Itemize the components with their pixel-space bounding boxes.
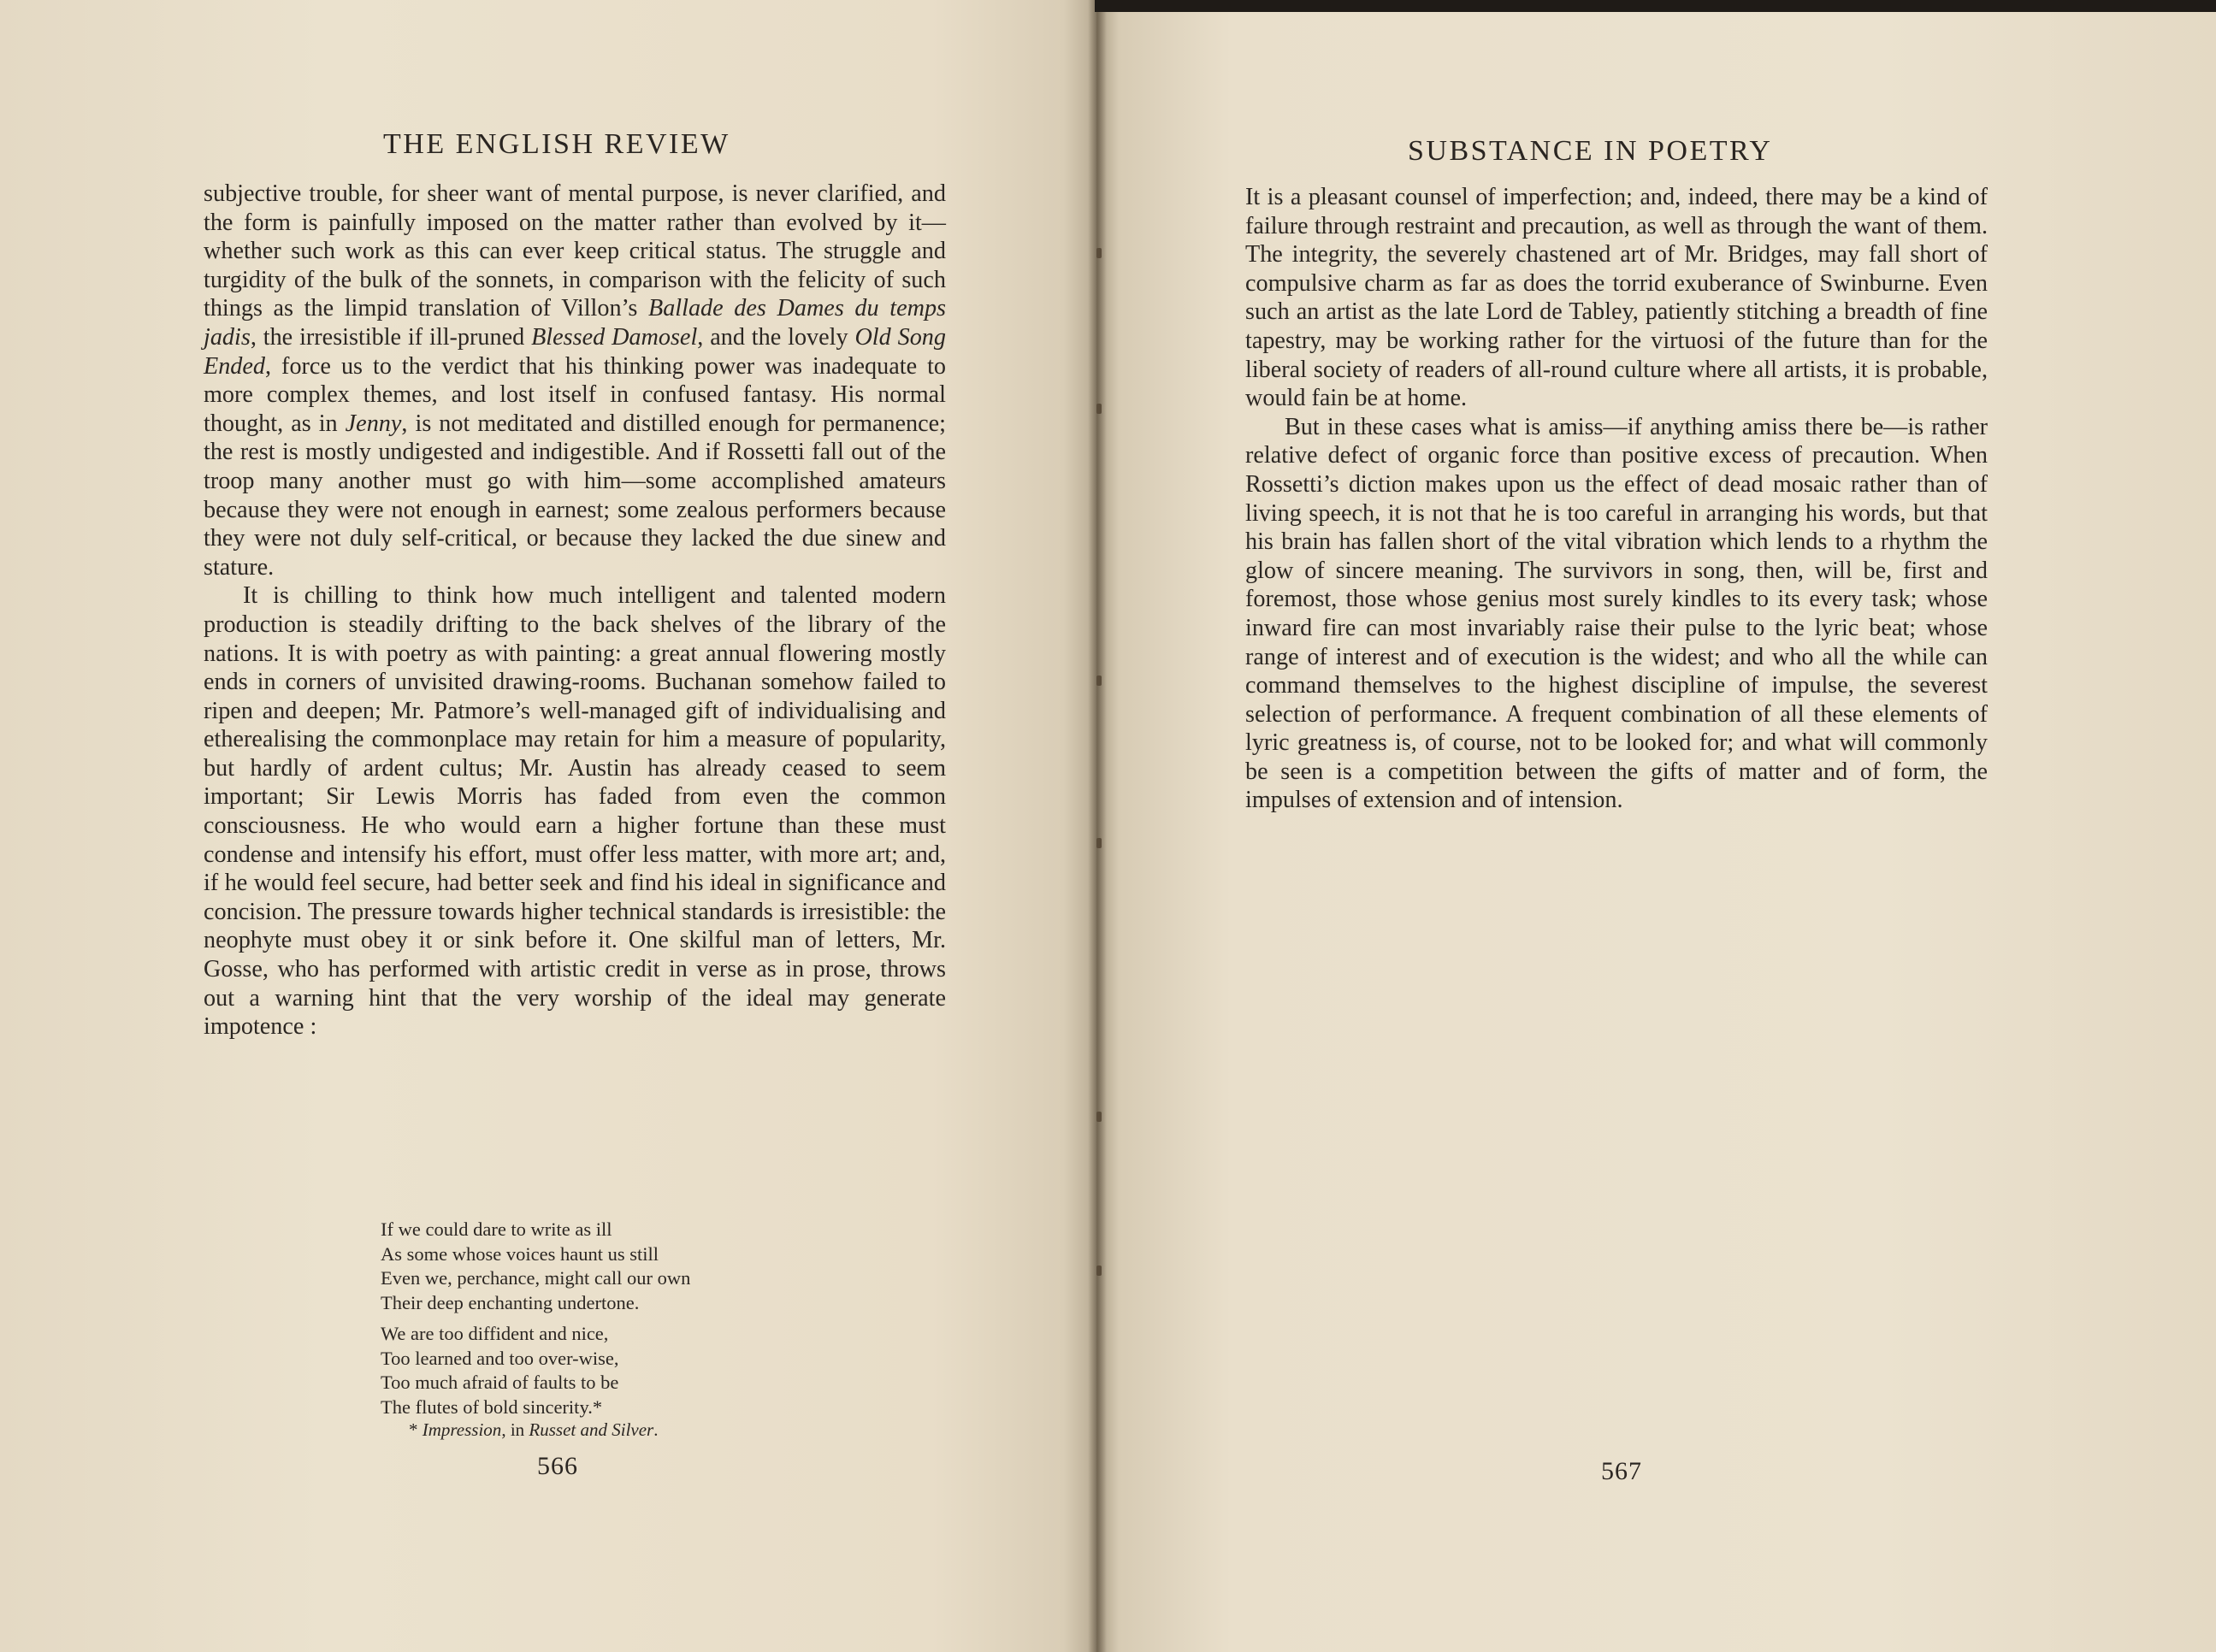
verse-line: We are too diffident and nice, [381,1323,609,1344]
binding-stitch [1096,676,1102,686]
footnote: * Impression, in Russet and Silver. [409,1419,659,1440]
binding-stitch [1096,248,1102,258]
binding-stitch [1096,404,1102,414]
verse-line: The flutes of bold sincerity.* [381,1395,603,1418]
left-running-head: THE ENGLISH REVIEW [383,128,730,160]
verse-stanza-1 [381,1218,690,1315]
verse-line: Even we, perchance, might call our own [381,1267,691,1289]
right-page [1096,0,2216,1652]
verse-line: Their deep enchanting undertone. [381,1291,640,1313]
verse-line: If we could dare to write as ill [381,1218,612,1240]
right-running-head: SUBSTANCE IN POETRY [1408,135,1773,167]
right-paragraph-1: It is a pleasant counsel of imperfection; and, indeed, there may be a kind of failure through restraint and precaution, as well as through the want of them. The integrity, the severely chastened art of Mr. Bridges, may fall short of compulsive charm as far as does the torrid exuberance of Swinburne. Even such an artist as the late Lord de Tabley, patiently stitching a breadth of fine tapestry, may be working rather for the virtuosi of the future than for the liberal society of readers of all-round culture where all artists, it is probable, would fain be at home. [1245,184,1988,412]
left-page-number: 566 [537,1452,578,1480]
binding-stitch [1096,1266,1102,1276]
left-paragraph-1: subjective trouble, for sheer want of mental purpose, is never clarified, and the form is painfully imposed on the matter rather than evolved by it—whether such work as this can ever keep critical status. The struggle and turgidity of the bulk of the sonnets, in comparison with the felicity of such things as the limpid translation of Villon’s Ballade des Dames du temps jadis, the irresistible if ill-pruned Blessed Damosel, and the lovely Old Song Ended, force us to the verdict that his thinking power was inadequate to more complex themes, and lost itself in confused fantasy. His normal thought, as in Jenny, is not meditated and distilled enough for permanence; the rest is mostly undigested and indigestible. And if Rossetti fall out of the troop many another must go with him—some accomplished amateurs because they were not enough in earnest; some zealous performers because they were not duly self-critical, or because they lacked the due sinew and stature. [204,180,947,581]
left-page [0,0,1096,1652]
verse-stanza-2 [381,1322,690,1419]
verse-line: Too learned and too over-wise, [381,1347,619,1369]
verse-quotation [381,1218,690,1426]
right-paragraph-2: But in these cases what is amiss—if anything amiss there be—is rather relative defect of organic force than positive excess of precaution. When Rossetti’s diction makes upon us the effect of dead mosaic rather than of living speech, it is not that he is too careful in arranging his words, but that his brain has fallen short of the vital vibration which lends to a rhythm the glow of sincere meaning. The survivors in song, then, will be, first and foremost, those whose genius most surely kindles to its every task; whose inward fire can most invariably raise their pulse to the lyric beat; whose range of interest and of execution is the widest; and who all the while can command themselves to the highest discipline of impulse, the severest selection of performance. A frequent combination of all these elements of lyric greatness is, of course, not to be looked for; and what will commonly be seen is a competition between the gifts of matter and of form, the impulses of extension and of intension. [1245,413,1988,814]
book-top-edge [1095,0,2216,12]
right-body-text [1245,183,1988,815]
binding-stitch [1096,1112,1102,1122]
right-page-number: 567 [1601,1457,1642,1485]
verse-line: Too much afraid of faults to be [381,1372,619,1393]
left-body-text [204,180,946,1041]
verse-line: As some whose voices haunt us still [381,1242,659,1265]
binding-stitch [1096,838,1102,848]
left-paragraph-2: It is chilling to think how much intelligent and talented modern production is steadily drifting to the back shelves of the library of the nations. It is with poetry as with painting: a great annual flowering mostly ends in corners of unvisited drawing-rooms. Buchanan somehow failed to ripen and deepen; Mr. Patmore’s well-managed gift of individualising and etherealising the commonplace may retain for him a measure of popularity, but hardly of ardent cultus; Mr. Austin has already ceased to seem important; Sir Lewis Morris has faded from even the common consciousness. He who would earn a higher fortune than these must condense and intensify his effort, must offer less matter, with more art; and, if he would feel secure, had better seek and find his ideal in significance and concision. The pressure towards higher technical standards is irresistible: the neophyte must obey it or sink before it. One skilful man of letters, Mr. Gosse, who has performed with artistic credit in verse as in prose, throws out a warning hint that the very worship of the ideal may generate impotence : [204,582,946,1041]
